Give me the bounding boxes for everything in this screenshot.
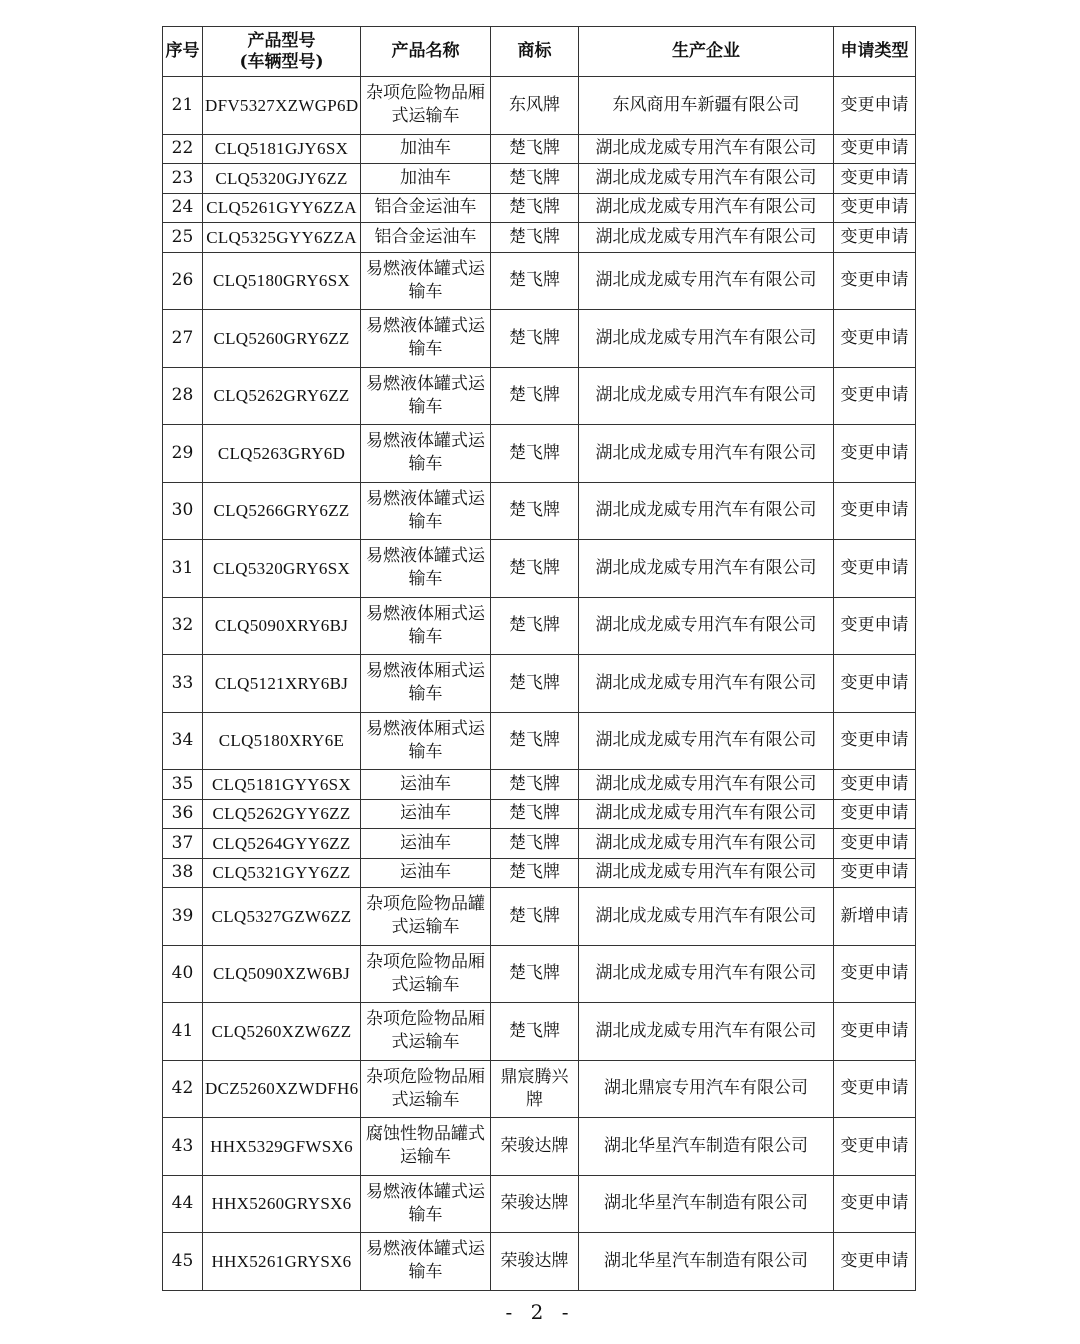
cell-application-type: 变更申请: [834, 425, 916, 483]
cell-model: CLQ5090XZW6BJ: [203, 945, 361, 1003]
cell-brand: 楚飞牌: [491, 597, 579, 655]
cell-product-name: 易燃液体厢式运输车: [361, 597, 491, 655]
cell-company: 湖北成龙威专用汽车有限公司: [579, 367, 834, 425]
cell-company: 湖北成龙威专用汽车有限公司: [579, 712, 834, 770]
cell-company: 东风商用车新疆有限公司: [579, 77, 834, 135]
cell-application-type: 变更申请: [834, 164, 916, 194]
cell-product-name: 杂项危险物品厢式运输车: [361, 1003, 491, 1061]
cell-brand: 荣骏达牌: [491, 1118, 579, 1176]
table-row: [163, 1003, 916, 1061]
header-company: 生产企业: [579, 27, 834, 77]
cell-product-name: 易燃液体厢式运输车: [361, 655, 491, 713]
cell-seq: 30: [163, 482, 203, 540]
cell-model: CLQ5262GYY6ZZ: [203, 799, 361, 829]
header-model: [203, 27, 361, 77]
header-name: 产品名称: [361, 27, 491, 77]
cell-model: CLQ5321GYY6ZZ: [203, 858, 361, 888]
table-row: [163, 193, 916, 223]
table-row: [163, 252, 916, 310]
table-row: [163, 829, 916, 859]
cell-product-name: 腐蚀性物品罐式运输车: [361, 1118, 491, 1176]
cell-product-name: 铝合金运油车: [361, 223, 491, 253]
cell-brand: 楚飞牌: [491, 482, 579, 540]
cell-model: CLQ5180GRY6SX: [203, 252, 361, 310]
cell-application-type: 变更申请: [834, 712, 916, 770]
cell-model: CLQ5263GRY6D: [203, 425, 361, 483]
cell-seq: 35: [163, 770, 203, 800]
cell-product-name: 易燃液体罐式运输车: [361, 1233, 491, 1291]
page-number: - 2 -: [505, 1300, 575, 1324]
cell-product-name: 易燃液体罐式运输车: [361, 425, 491, 483]
table-row: [163, 164, 916, 194]
cell-product-name: 加油车: [361, 164, 491, 194]
header-type: 申请类型: [834, 27, 916, 77]
cell-brand: 楚飞牌: [491, 770, 579, 800]
cell-seq: 27: [163, 310, 203, 368]
cell-product-name: 易燃液体罐式运输车: [361, 482, 491, 540]
cell-model: HHX5260GRYSX6: [203, 1175, 361, 1233]
cell-application-type: 变更申请: [834, 655, 916, 713]
cell-seq: 43: [163, 1118, 203, 1176]
cell-seq: 29: [163, 425, 203, 483]
cell-product-name: 运油车: [361, 770, 491, 800]
table-row: [163, 77, 916, 135]
cell-brand: 楚飞牌: [491, 425, 579, 483]
cell-seq: 44: [163, 1175, 203, 1233]
cell-product-name: 易燃液体厢式运输车: [361, 712, 491, 770]
cell-model: CLQ5260XZW6ZZ: [203, 1003, 361, 1061]
cell-product-name: 加油车: [361, 134, 491, 164]
cell-model: CLQ5090XRY6BJ: [203, 597, 361, 655]
table-row: [163, 858, 916, 888]
cell-brand: 鼎宸腾兴牌: [491, 1060, 579, 1118]
header-model-text: 产品型号 (车辆型号): [239, 30, 324, 72]
table-row: [163, 888, 916, 946]
cell-product-name: 杂项危险物品厢式运输车: [361, 77, 491, 135]
cell-company: 湖北成龙威专用汽车有限公司: [579, 945, 834, 1003]
table-row: [163, 655, 916, 713]
cell-company: 湖北成龙威专用汽车有限公司: [579, 252, 834, 310]
cell-brand: 楚飞牌: [491, 888, 579, 946]
table-row: [163, 1118, 916, 1176]
cell-product-name: 易燃液体罐式运输车: [361, 1175, 491, 1233]
cell-company: 湖北成龙威专用汽车有限公司: [579, 1003, 834, 1061]
cell-application-type: 变更申请: [834, 945, 916, 1003]
table-row: [163, 1175, 916, 1233]
cell-model: HHX5261GRYSX6: [203, 1233, 361, 1291]
cell-company: 湖北成龙威专用汽车有限公司: [579, 597, 834, 655]
table-row: [163, 1233, 916, 1291]
cell-company: 湖北成龙威专用汽车有限公司: [579, 482, 834, 540]
cell-brand: 楚飞牌: [491, 193, 579, 223]
cell-brand: 楚飞牌: [491, 1003, 579, 1061]
cell-application-type: 变更申请: [834, 223, 916, 253]
cell-seq: 22: [163, 134, 203, 164]
cell-model: CLQ5181GJY6SX: [203, 134, 361, 164]
cell-company: 湖北成龙威专用汽车有限公司: [579, 310, 834, 368]
cell-model: DFV5327XZWGP6D: [203, 77, 361, 135]
cell-model: CLQ5121XRY6BJ: [203, 655, 361, 713]
cell-company: 湖北成龙威专用汽车有限公司: [579, 799, 834, 829]
table-header-row: [163, 27, 916, 77]
cell-brand: 楚飞牌: [491, 252, 579, 310]
table-row: [163, 540, 916, 598]
cell-seq: 23: [163, 164, 203, 194]
cell-brand: 荣骏达牌: [491, 1175, 579, 1233]
cell-brand: 楚飞牌: [491, 540, 579, 598]
cell-product-name: 运油车: [361, 829, 491, 859]
cell-seq: 32: [163, 597, 203, 655]
cell-brand: 楚飞牌: [491, 134, 579, 164]
cell-application-type: 变更申请: [834, 540, 916, 598]
cell-application-type: 变更申请: [834, 252, 916, 310]
cell-model: CLQ5320GJY6ZZ: [203, 164, 361, 194]
cell-seq: 25: [163, 223, 203, 253]
cell-model: CLQ5264GYY6ZZ: [203, 829, 361, 859]
cell-company: 湖北成龙威专用汽车有限公司: [579, 164, 834, 194]
header-brand: 商标: [491, 27, 579, 77]
table-row: [163, 712, 916, 770]
cell-seq: 42: [163, 1060, 203, 1118]
vehicle-product-table: [162, 26, 916, 1291]
cell-brand: 楚飞牌: [491, 858, 579, 888]
cell-seq: 21: [163, 77, 203, 135]
table-row: [163, 367, 916, 425]
cell-brand: 楚飞牌: [491, 712, 579, 770]
cell-seq: 34: [163, 712, 203, 770]
cell-application-type: 变更申请: [834, 1118, 916, 1176]
cell-company: 湖北成龙威专用汽车有限公司: [579, 134, 834, 164]
cell-company: 湖北成龙威专用汽车有限公司: [579, 655, 834, 713]
cell-application-type: 变更申请: [834, 770, 916, 800]
cell-seq: 36: [163, 799, 203, 829]
cell-brand: 东风牌: [491, 77, 579, 135]
cell-seq: 39: [163, 888, 203, 946]
cell-product-name: 易燃液体罐式运输车: [361, 367, 491, 425]
cell-product-name: 运油车: [361, 858, 491, 888]
table-body: [163, 77, 916, 1291]
cell-brand: 楚飞牌: [491, 799, 579, 829]
table-row: [163, 223, 916, 253]
cell-brand: 楚飞牌: [491, 655, 579, 713]
cell-company: 湖北鼎宸专用汽车有限公司: [579, 1060, 834, 1118]
cell-brand: 荣骏达牌: [491, 1233, 579, 1291]
cell-model: CLQ5262GRY6ZZ: [203, 367, 361, 425]
cell-product-name: 运油车: [361, 799, 491, 829]
cell-product-name: 杂项危险物品罐式运输车: [361, 888, 491, 946]
cell-application-type: 变更申请: [834, 829, 916, 859]
cell-company: 湖北成龙威专用汽车有限公司: [579, 829, 834, 859]
cell-product-name: 易燃液体罐式运输车: [361, 540, 491, 598]
cell-model: HHX5329GFWSX6: [203, 1118, 361, 1176]
cell-application-type: 变更申请: [834, 310, 916, 368]
cell-model: DCZ5260XZWDFH6: [203, 1060, 361, 1118]
cell-company: 湖北成龙威专用汽车有限公司: [579, 223, 834, 253]
cell-product-name: 易燃液体罐式运输车: [361, 310, 491, 368]
cell-application-type: 变更申请: [834, 367, 916, 425]
table-row: [163, 425, 916, 483]
cell-company: 湖北成龙威专用汽车有限公司: [579, 888, 834, 946]
cell-company: 湖北成龙威专用汽车有限公司: [579, 540, 834, 598]
cell-brand: 楚飞牌: [491, 367, 579, 425]
cell-application-type: 变更申请: [834, 1175, 916, 1233]
cell-application-type: 变更申请: [834, 1233, 916, 1291]
cell-brand: 楚飞牌: [491, 223, 579, 253]
cell-model: CLQ5261GYY6ZZA: [203, 193, 361, 223]
cell-brand: 楚飞牌: [491, 164, 579, 194]
cell-brand: 楚飞牌: [491, 829, 579, 859]
cell-application-type: 变更申请: [834, 799, 916, 829]
cell-seq: 38: [163, 858, 203, 888]
table-row: [163, 597, 916, 655]
cell-seq: 26: [163, 252, 203, 310]
cell-application-type: 变更申请: [834, 1003, 916, 1061]
cell-model: CLQ5325GYY6ZZA: [203, 223, 361, 253]
cell-seq: 45: [163, 1233, 203, 1291]
table-row: [163, 482, 916, 540]
cell-model: CLQ5327GZW6ZZ: [203, 888, 361, 946]
cell-company: 湖北华星汽车制造有限公司: [579, 1118, 834, 1176]
cell-seq: 24: [163, 193, 203, 223]
cell-model: CLQ5180XRY6E: [203, 712, 361, 770]
cell-model: CLQ5266GRY6ZZ: [203, 482, 361, 540]
cell-seq: 28: [163, 367, 203, 425]
table-row: [163, 1060, 916, 1118]
cell-application-type: 变更申请: [834, 858, 916, 888]
table-row: [163, 310, 916, 368]
table-row: [163, 134, 916, 164]
cell-application-type: 新增申请: [834, 888, 916, 946]
cell-seq: 31: [163, 540, 203, 598]
cell-seq: 41: [163, 1003, 203, 1061]
cell-brand: 楚飞牌: [491, 310, 579, 368]
cell-application-type: 变更申请: [834, 1060, 916, 1118]
cell-company: 湖北成龙威专用汽车有限公司: [579, 770, 834, 800]
cell-seq: 40: [163, 945, 203, 1003]
cell-model: CLQ5260GRY6ZZ: [203, 310, 361, 368]
cell-seq: 37: [163, 829, 203, 859]
cell-product-name: 易燃液体罐式运输车: [361, 252, 491, 310]
cell-application-type: 变更申请: [834, 77, 916, 135]
cell-model: CLQ5181GYY6SX: [203, 770, 361, 800]
table-row: [163, 799, 916, 829]
cell-company: 湖北成龙威专用汽车有限公司: [579, 858, 834, 888]
cell-company: 湖北华星汽车制造有限公司: [579, 1175, 834, 1233]
cell-product-name: 杂项危险物品厢式运输车: [361, 1060, 491, 1118]
cell-product-name: 铝合金运油车: [361, 193, 491, 223]
cell-model: CLQ5320GRY6SX: [203, 540, 361, 598]
cell-application-type: 变更申请: [834, 482, 916, 540]
cell-application-type: 变更申请: [834, 134, 916, 164]
cell-brand: 楚飞牌: [491, 945, 579, 1003]
table-row: [163, 770, 916, 800]
table-row: [163, 945, 916, 1003]
cell-application-type: 变更申请: [834, 193, 916, 223]
cell-company: 湖北成龙威专用汽车有限公司: [579, 425, 834, 483]
cell-product-name: 杂项危险物品厢式运输车: [361, 945, 491, 1003]
cell-company: 湖北成龙威专用汽车有限公司: [579, 193, 834, 223]
cell-application-type: 变更申请: [834, 597, 916, 655]
cell-company: 湖北华星汽车制造有限公司: [579, 1233, 834, 1291]
header-seq: 序号: [163, 27, 203, 77]
cell-seq: 33: [163, 655, 203, 713]
